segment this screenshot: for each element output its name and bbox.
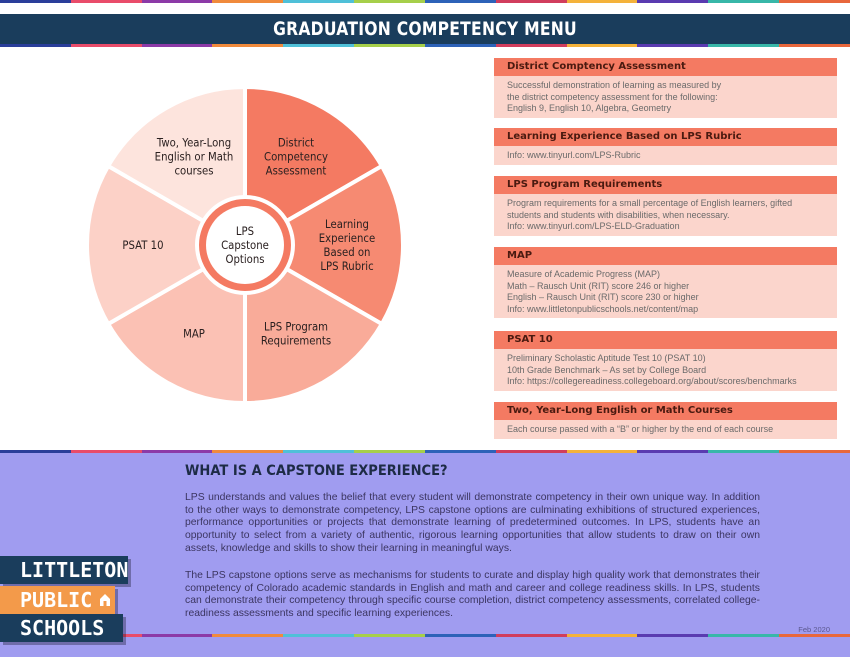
panel-line: English 9, English 10, Algebra, Geometry bbox=[507, 103, 672, 113]
logo-text: PUBLIC bbox=[20, 588, 93, 612]
wheel-segment-label: Two, Year-Long English or Math courses bbox=[154, 136, 234, 178]
panel-line: students and students with disabilities, when necessary. bbox=[507, 209, 730, 220]
panel-line: English – Rausch Unit (RIT) score 230 or higher bbox=[507, 292, 699, 302]
capstone-heading: WHAT IS A CAPSTONE EXPERIENCE? bbox=[185, 463, 448, 479]
panel-title: LPS Program Requirements bbox=[494, 176, 837, 194]
panel-psat10 bbox=[494, 331, 837, 391]
wheel-center-label: LPS Capstone Options bbox=[221, 224, 269, 267]
panel-title: District Comptency Assessment bbox=[494, 58, 837, 76]
panel-map bbox=[494, 247, 837, 318]
wheel-segment-label: PSAT 10 bbox=[122, 238, 164, 253]
top-color-stripe bbox=[0, 0, 850, 3]
panel-line: Preliminary Scholastic Aptitude Test 10 (PSAT 10) bbox=[507, 353, 706, 363]
panel-body bbox=[494, 420, 837, 439]
header-color-stripe bbox=[0, 44, 850, 47]
panel-line: 10th Grade Benchmark – As set by College Board bbox=[507, 364, 707, 375]
panel-line: Info: www.littletonpublicschools.net/content/map bbox=[507, 303, 699, 314]
logo-line-schools bbox=[0, 614, 123, 642]
wheel-segment-label: District Competency Assessment bbox=[264, 136, 328, 178]
panel-lps-rubric bbox=[494, 128, 837, 165]
panel-body bbox=[494, 349, 837, 391]
panel-title: MAP bbox=[494, 247, 837, 265]
panel-line: Each course passed with a “B” or higher by the end of each course bbox=[507, 424, 774, 434]
bottom-top-stripe bbox=[0, 450, 850, 453]
capstone-paragraph-1: LPS understands and values the belief that every student will demonstrate competency in their own unique way. In addition to the other ways to demonstrate competency, LPS capstone options are culminating exhibitions of structured experiences, performance opportunities or projects that demonstrate learning of predetermined outcomes. In LPS, students have an opportunity to select from a variety of authentic, rigorous learning opportunities that allow students to draw on their own assets, knowledge and skills to show their learning in meaningful ways. bbox=[185, 492, 760, 554]
capstone-options-wheel bbox=[85, 85, 405, 405]
logo-line-public bbox=[0, 586, 115, 614]
panel-line: Info: www.tinyurl.com/LPS-Rubric bbox=[507, 150, 641, 160]
page-header bbox=[0, 0, 850, 46]
publish-date: Feb 2020 bbox=[798, 625, 830, 634]
panel-body bbox=[494, 265, 837, 318]
panel-line: Program requirements for a small percentage of English learners, gifted bbox=[507, 198, 793, 208]
panel-title: PSAT 10 bbox=[494, 331, 837, 349]
panel-district-assessment bbox=[494, 58, 837, 118]
panel-year-long-courses bbox=[494, 402, 837, 439]
panel-line: Info: www.tinyurl.com/LPS-ELD-Graduation bbox=[507, 221, 680, 231]
wheel-segment-label: MAP bbox=[183, 326, 205, 341]
panel-title: Learning Experience Based on LPS Rubric bbox=[494, 128, 837, 146]
bottom-bottom-stripe bbox=[0, 634, 850, 637]
panel-line: Info: https://collegereadiness.collegeboard.org/about/scores/benchmarks bbox=[507, 376, 797, 386]
panel-body bbox=[494, 146, 837, 165]
wheel-segment-label: Learning Experience Based on LPS Rubric bbox=[318, 217, 376, 274]
panel-body bbox=[494, 194, 837, 236]
panel-title: Two, Year-Long English or Math Courses bbox=[494, 402, 837, 420]
wheel-segment-label: LPS Program Requirements bbox=[260, 319, 332, 348]
panel-line: the district competency assessment for the following: bbox=[507, 91, 718, 102]
logo-text: LITTLETON bbox=[20, 558, 129, 582]
page-title: GRADUATION COMPETENCY MENU bbox=[273, 18, 577, 40]
panel-body bbox=[494, 76, 837, 118]
logo-line-littleton bbox=[0, 556, 128, 584]
logo-text: SCHOOLS bbox=[20, 616, 105, 640]
panel-line: Measure of Academic Progress (MAP) bbox=[507, 269, 661, 279]
panel-program-requirements bbox=[494, 176, 837, 236]
panel-line: Successful demonstration of learning as measured by bbox=[507, 80, 722, 90]
panel-line: Math – Rausch Unit (RIT) score 246 or higher bbox=[507, 280, 690, 291]
school-bell-icon bbox=[96, 591, 114, 609]
capstone-paragraph-2: The LPS capstone options serve as mechanisms for students to curate and display high quality work that demonstrates their competency of Colorado academic standards in English and math and career and college readiness skills. In LPS, students can demonstrate their competency through specific course completion, district competency assessments, correlated college-readiness assessments and specific learning experiences. bbox=[185, 570, 760, 620]
